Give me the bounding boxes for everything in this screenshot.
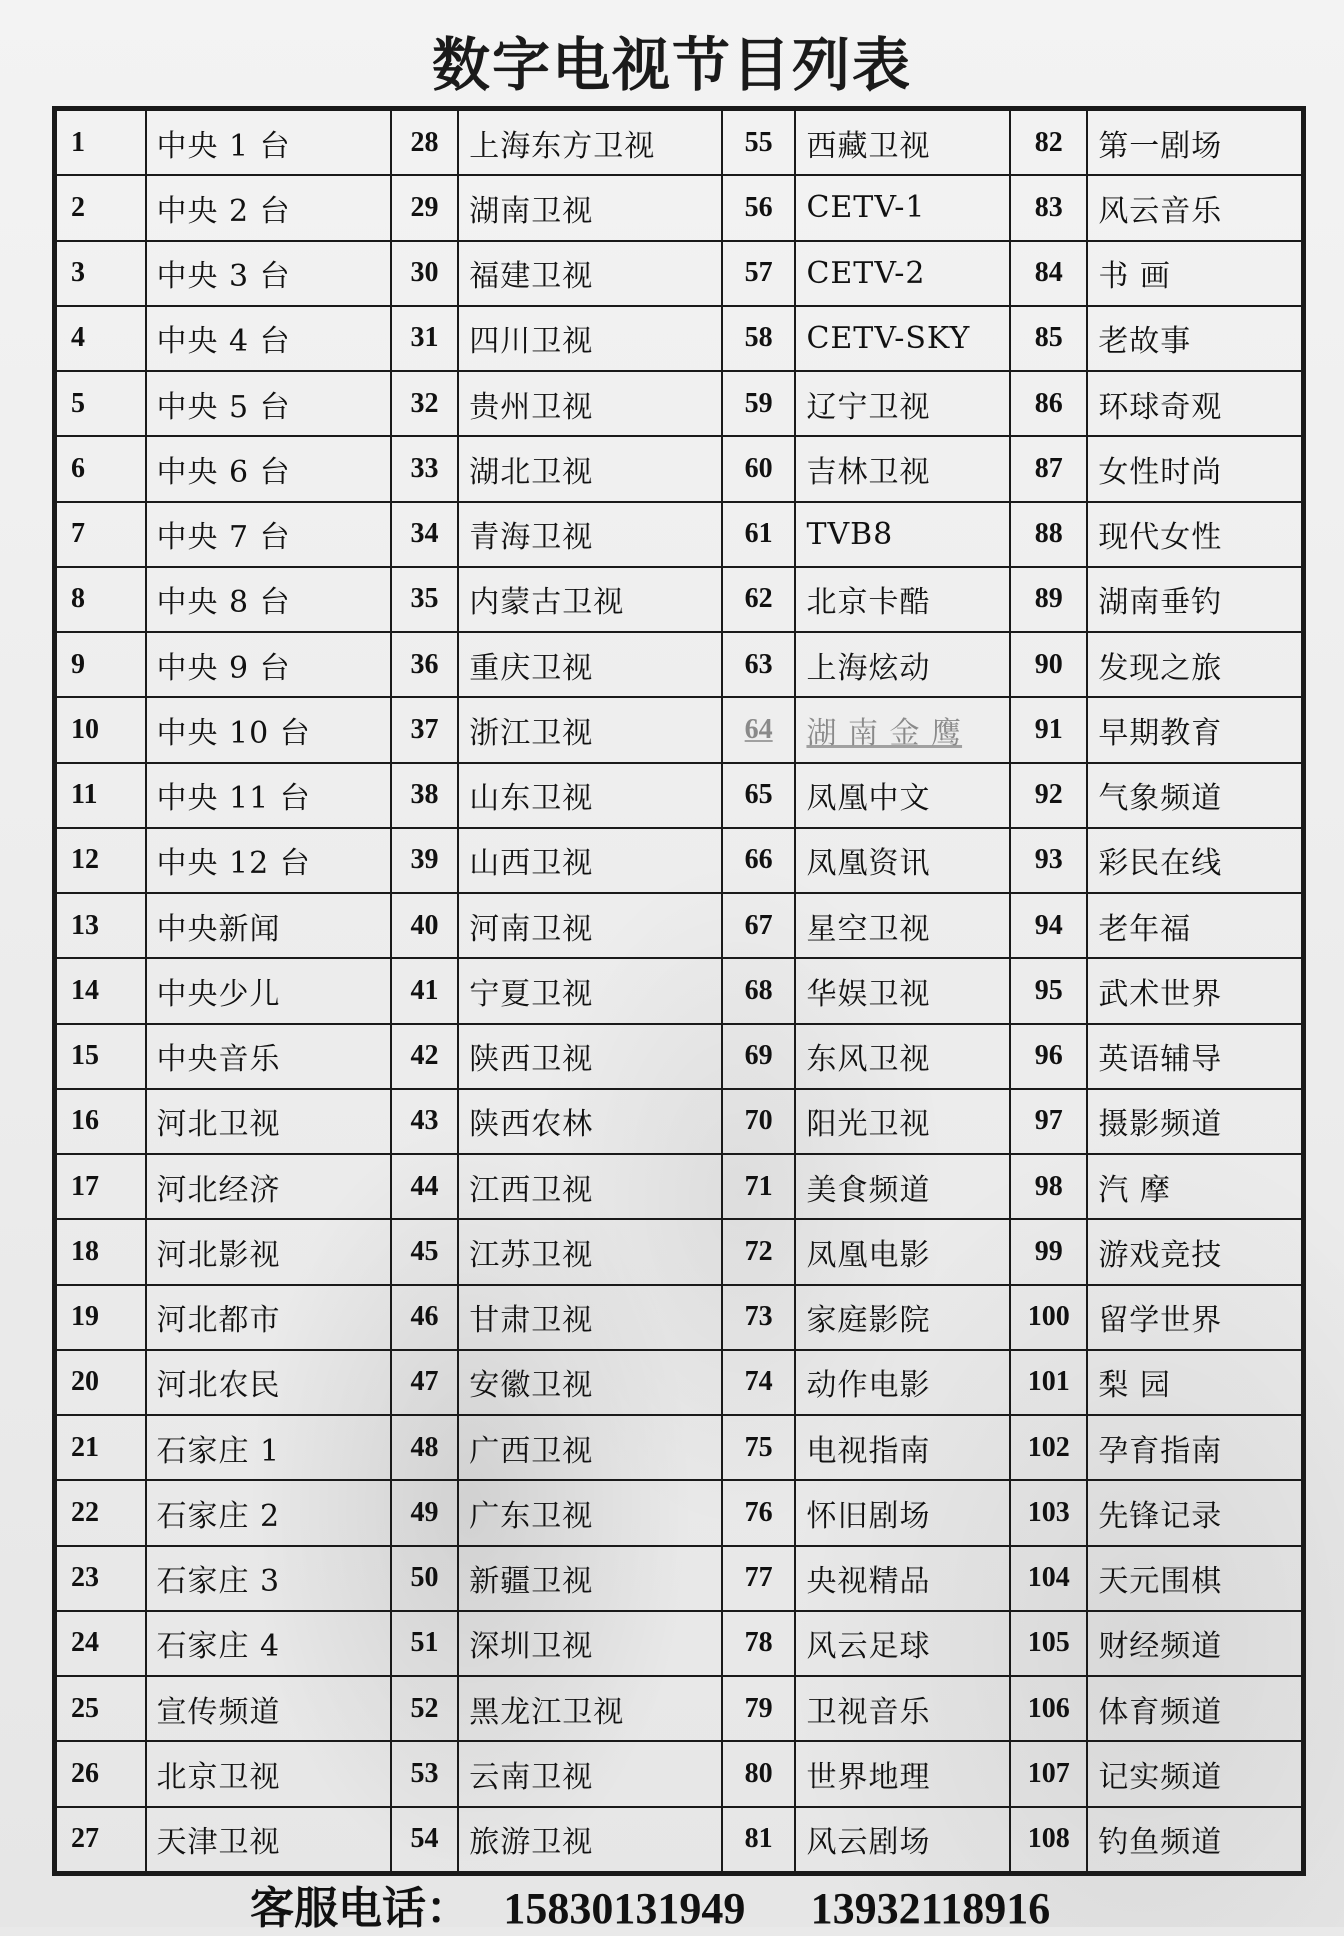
channel-name: 深圳卫视 [458,1611,722,1676]
channel-name: 重庆卫视 [458,632,722,697]
channel-name: 体育频道 [1087,1676,1302,1741]
channel-number: 25 [56,1676,146,1741]
table-row [56,1285,1302,1350]
channel-name: 中央 12 台 [146,828,391,893]
channel-number: 9 [56,632,146,697]
channel-number: 3 [56,241,146,306]
table-row [56,763,1302,828]
channel-name: 甘肃卫视 [458,1285,722,1350]
channel-name: 北京卫视 [146,1741,391,1806]
channel-number: 32 [391,371,458,436]
channel-number: 33 [391,436,458,501]
channel-number: 65 [722,763,796,828]
channel-name: 动作电影 [795,1350,1010,1415]
channel-name: 西藏卫视 [795,110,1010,175]
channel-name: 钓鱼频道 [1087,1807,1302,1873]
channel-name: 云南卫视 [458,1741,722,1806]
channel-number: 35 [391,567,458,632]
channel-name: 福建卫视 [458,241,722,306]
customer-service-footer [250,1872,1344,1936]
table-row [56,1415,1302,1480]
channel-number: 22 [56,1480,146,1545]
channel-name: 湖南卫视 [458,175,722,240]
channel-name: 河北经济 [146,1154,391,1219]
channel-name: 星空卫视 [795,893,1010,958]
channel-name: 中央少儿 [146,958,391,1023]
channel-number: 84 [1010,241,1087,306]
channel-name: 湖北卫视 [458,436,722,501]
channel-name: 湖南垂钓 [1087,567,1302,632]
channel-number: 91 [1010,697,1087,762]
channel-number: 73 [722,1285,796,1350]
channel-number: 34 [391,502,458,567]
channel-number: 66 [722,828,796,893]
channel-number: 6 [56,436,146,501]
channel-name: 中央 8 台 [146,567,391,632]
channel-name: 宣传频道 [146,1676,391,1741]
channel-name: 彩民在线 [1087,828,1302,893]
channel-number: 74 [722,1350,796,1415]
table-row [56,371,1302,436]
table-row [56,110,1302,175]
channel-name: 东风卫视 [795,1024,1010,1089]
table-row [56,1024,1302,1089]
channel-number: 59 [722,371,796,436]
channel-number: 107 [1010,1741,1087,1806]
channel-name: 安徽卫视 [458,1350,722,1415]
channel-name: 吉林卫视 [795,436,1010,501]
channel-number: 8 [56,567,146,632]
channel-number: 13 [56,893,146,958]
channel-number: 80 [722,1741,796,1806]
channel-number: 98 [1010,1154,1087,1219]
channel-name: 山西卫视 [458,828,722,893]
channel-number: 47 [391,1350,458,1415]
channel-name: 汽 摩 [1087,1154,1302,1219]
channel-number: 88 [1010,502,1087,567]
channel-name: 天津卫视 [146,1807,391,1873]
channel-number: 102 [1010,1415,1087,1480]
channel-name: 财经频道 [1087,1611,1302,1676]
channel-name: 四川卫视 [458,306,722,371]
table-row [56,632,1302,697]
channel-number: 60 [722,436,796,501]
channel-number: 106 [1010,1676,1087,1741]
channel-number: 19 [56,1285,146,1350]
channel-name: 游戏竞技 [1087,1219,1302,1284]
channel-name: 孕育指南 [1087,1415,1302,1480]
channel-name: 河北卫视 [146,1089,391,1154]
channel-number: 64 [722,697,796,762]
channel-name: 早期教育 [1087,697,1302,762]
channel-name: 电视指南 [795,1415,1010,1480]
table-row [56,893,1302,958]
channel-number: 108 [1010,1807,1087,1873]
channel-name: 河北农民 [146,1350,391,1415]
table-row [56,1154,1302,1219]
channel-number: 2 [56,175,146,240]
channel-number: 79 [722,1676,796,1741]
channel-name: 凤凰中文 [795,763,1010,828]
channel-name: 青海卫视 [458,502,722,567]
channel-number: 85 [1010,306,1087,371]
channel-number: 31 [391,306,458,371]
channel-number: 4 [56,306,146,371]
channel-number: 29 [391,175,458,240]
channel-number: 99 [1010,1219,1087,1284]
channel-name: 中央 5 台 [146,371,391,436]
channel-name: 陕西卫视 [458,1024,722,1089]
channel-number: 18 [56,1219,146,1284]
channel-name: 石家庄 4 [146,1611,391,1676]
channel-name: 凤凰电影 [795,1219,1010,1284]
channel-name: 新疆卫视 [458,1546,722,1611]
channel-name: 广西卫视 [458,1415,722,1480]
channel-number: 49 [391,1480,458,1545]
channel-number: 63 [722,632,796,697]
table-row [56,175,1302,240]
channel-name: 河南卫视 [458,893,722,958]
channel-name: 环球奇观 [1087,371,1302,436]
channel-number: 16 [56,1089,146,1154]
channel-number: 15 [56,1024,146,1089]
channel-number: 39 [391,828,458,893]
channel-name: 卫视音乐 [795,1676,1010,1741]
channel-number: 50 [391,1546,458,1611]
channel-number: 27 [56,1807,146,1873]
channel-name: 江苏卫视 [458,1219,722,1284]
table-row [56,241,1302,306]
channel-name: CETV-1 [795,175,1010,240]
channel-number: 54 [391,1807,458,1873]
channel-number: 41 [391,958,458,1023]
phone-number-1: 15830131949 [503,1884,746,1933]
customer-service-label: 客服电话： [250,1883,470,1934]
channel-table [55,109,1303,1873]
channel-number: 46 [391,1285,458,1350]
table-row [56,567,1302,632]
channel-name: 风云足球 [795,1611,1010,1676]
channel-number: 94 [1010,893,1087,958]
channel-name: 现代女性 [1087,502,1302,567]
channel-number: 93 [1010,828,1087,893]
channel-name: 广东卫视 [458,1480,722,1545]
table-row [56,828,1302,893]
table-row [56,1807,1302,1873]
table-row [56,436,1302,501]
channel-name: 湖 南 金 鹰 [795,697,1010,762]
channel-name: 女性时尚 [1087,436,1302,501]
table-row [56,1741,1302,1806]
channel-number: 1 [56,110,146,175]
channel-name: 中央音乐 [146,1024,391,1089]
channel-name: 气象频道 [1087,763,1302,828]
channel-number: 89 [1010,567,1087,632]
channel-number: 56 [722,175,796,240]
channel-name: 上海东方卫视 [458,110,722,175]
channel-name: 石家庄 2 [146,1480,391,1545]
channel-number: 87 [1010,436,1087,501]
channel-number: 48 [391,1415,458,1480]
channel-number: 12 [56,828,146,893]
channel-number: 26 [56,1741,146,1806]
channel-number: 7 [56,502,146,567]
channel-name: 中央 10 台 [146,697,391,762]
channel-number: 20 [56,1350,146,1415]
channel-name: 家庭影院 [795,1285,1010,1350]
channel-name: 老故事 [1087,306,1302,371]
table-row [56,697,1302,762]
channel-name: TVB8 [795,502,1010,567]
channel-name: 江西卫视 [458,1154,722,1219]
channel-name: 中央新闻 [146,893,391,958]
channel-name: 宁夏卫视 [458,958,722,1023]
channel-name: 北京卡酷 [795,567,1010,632]
channel-number: 97 [1010,1089,1087,1154]
channel-number: 86 [1010,371,1087,436]
channel-number: 36 [391,632,458,697]
channel-name: 中央 7 台 [146,502,391,567]
channel-number: 40 [391,893,458,958]
table-row [56,1350,1302,1415]
channel-number: 83 [1010,175,1087,240]
channel-number: 53 [391,1741,458,1806]
channel-number: 52 [391,1676,458,1741]
channel-name: 发现之旅 [1087,632,1302,697]
channel-name: 中央 3 台 [146,241,391,306]
channel-number: 38 [391,763,458,828]
channel-name: 央视精品 [795,1546,1010,1611]
channel-name: 中央 1 台 [146,110,391,175]
channel-number: 81 [722,1807,796,1873]
channel-number: 43 [391,1089,458,1154]
channel-name: 风云音乐 [1087,175,1302,240]
channel-number: 30 [391,241,458,306]
channel-name: 美食频道 [795,1154,1010,1219]
channel-name: CETV-2 [795,241,1010,306]
channel-name: 石家庄 3 [146,1546,391,1611]
channel-number: 100 [1010,1285,1087,1350]
channel-name: 风云剧场 [795,1807,1010,1873]
table-row [56,1546,1302,1611]
channel-name: 山东卫视 [458,763,722,828]
table-row [56,1089,1302,1154]
channel-name: 旅游卫视 [458,1807,722,1873]
channel-number: 23 [56,1546,146,1611]
channel-number: 71 [722,1154,796,1219]
channel-number: 44 [391,1154,458,1219]
table-row [56,1676,1302,1741]
channel-number: 21 [56,1415,146,1480]
channel-number: 82 [1010,110,1087,175]
table-row [56,1611,1302,1676]
channel-number: 28 [391,110,458,175]
channel-name: 凤凰资讯 [795,828,1010,893]
page-title: 数字电视节目列表 [431,31,912,99]
channel-number: 61 [722,502,796,567]
channel-number: 62 [722,567,796,632]
channel-number: 55 [722,110,796,175]
channel-name: 记实频道 [1087,1741,1302,1806]
channel-name: 世界地理 [795,1741,1010,1806]
channel-number: 24 [56,1611,146,1676]
channel-name: 梨 园 [1087,1350,1302,1415]
channel-number: 77 [722,1546,796,1611]
channel-name: 河北影视 [146,1219,391,1284]
channel-number: 76 [722,1480,796,1545]
channel-name: 书 画 [1087,241,1302,306]
channel-number: 101 [1010,1350,1087,1415]
channel-number: 10 [56,697,146,762]
channel-number: 11 [56,763,146,828]
channel-name: 浙江卫视 [458,697,722,762]
table-row [56,958,1302,1023]
phone-number-2: 13932118916 [810,1884,1051,1933]
channel-number: 69 [722,1024,796,1089]
channel-number: 103 [1010,1480,1087,1545]
channel-number: 95 [1010,958,1087,1023]
channel-number: 51 [391,1611,458,1676]
channel-name: 辽宁卫视 [795,371,1010,436]
channel-name: 河北都市 [146,1285,391,1350]
channel-name: 石家庄 1 [146,1415,391,1480]
channel-name: 内蒙古卫视 [458,567,722,632]
channel-name: 华娱卫视 [795,958,1010,1023]
channel-name: 摄影频道 [1087,1089,1302,1154]
channel-name: 阳光卫视 [795,1089,1010,1154]
channel-name: 贵州卫视 [458,371,722,436]
channel-name: 黑龙江卫视 [458,1676,722,1741]
channel-name: 怀旧剧场 [795,1480,1010,1545]
channel-number: 14 [56,958,146,1023]
channel-name: CETV-SKY [795,306,1010,371]
channel-name: 先锋记录 [1087,1480,1302,1545]
channel-table-body [56,110,1302,1872]
channel-name: 中央 4 台 [146,306,391,371]
channel-number: 57 [722,241,796,306]
channel-name: 英语辅导 [1087,1024,1302,1089]
channel-number: 5 [56,371,146,436]
channel-name: 中央 9 台 [146,632,391,697]
channel-number: 90 [1010,632,1087,697]
channel-number: 75 [722,1415,796,1480]
channel-number: 104 [1010,1546,1087,1611]
channel-number: 68 [722,958,796,1023]
table-row [56,502,1302,567]
channel-number: 96 [1010,1024,1087,1089]
channel-number: 45 [391,1219,458,1284]
channel-name: 武术世界 [1087,958,1302,1023]
channel-number: 72 [722,1219,796,1284]
channel-name: 留学世界 [1087,1285,1302,1350]
channel-name: 中央 11 台 [146,763,391,828]
channel-number: 67 [722,893,796,958]
channel-name: 老年福 [1087,893,1302,958]
table-row [56,306,1302,371]
channel-name: 天元围棋 [1087,1546,1302,1611]
channel-number: 58 [722,306,796,371]
channel-number: 78 [722,1611,796,1676]
channel-table-frame [52,106,1306,1876]
channel-name: 第一剧场 [1087,110,1302,175]
channel-number: 105 [1010,1611,1087,1676]
channel-number: 42 [391,1024,458,1089]
channel-number: 92 [1010,763,1087,828]
channel-number: 70 [722,1089,796,1154]
channel-name: 陕西农林 [458,1089,722,1154]
channel-name: 上海炫动 [795,632,1010,697]
table-row [56,1480,1302,1545]
table-row [56,1219,1302,1284]
channel-name: 中央 6 台 [146,436,391,501]
channel-number: 37 [391,697,458,762]
channel-name: 中央 2 台 [146,175,391,240]
channel-number: 17 [56,1154,146,1219]
